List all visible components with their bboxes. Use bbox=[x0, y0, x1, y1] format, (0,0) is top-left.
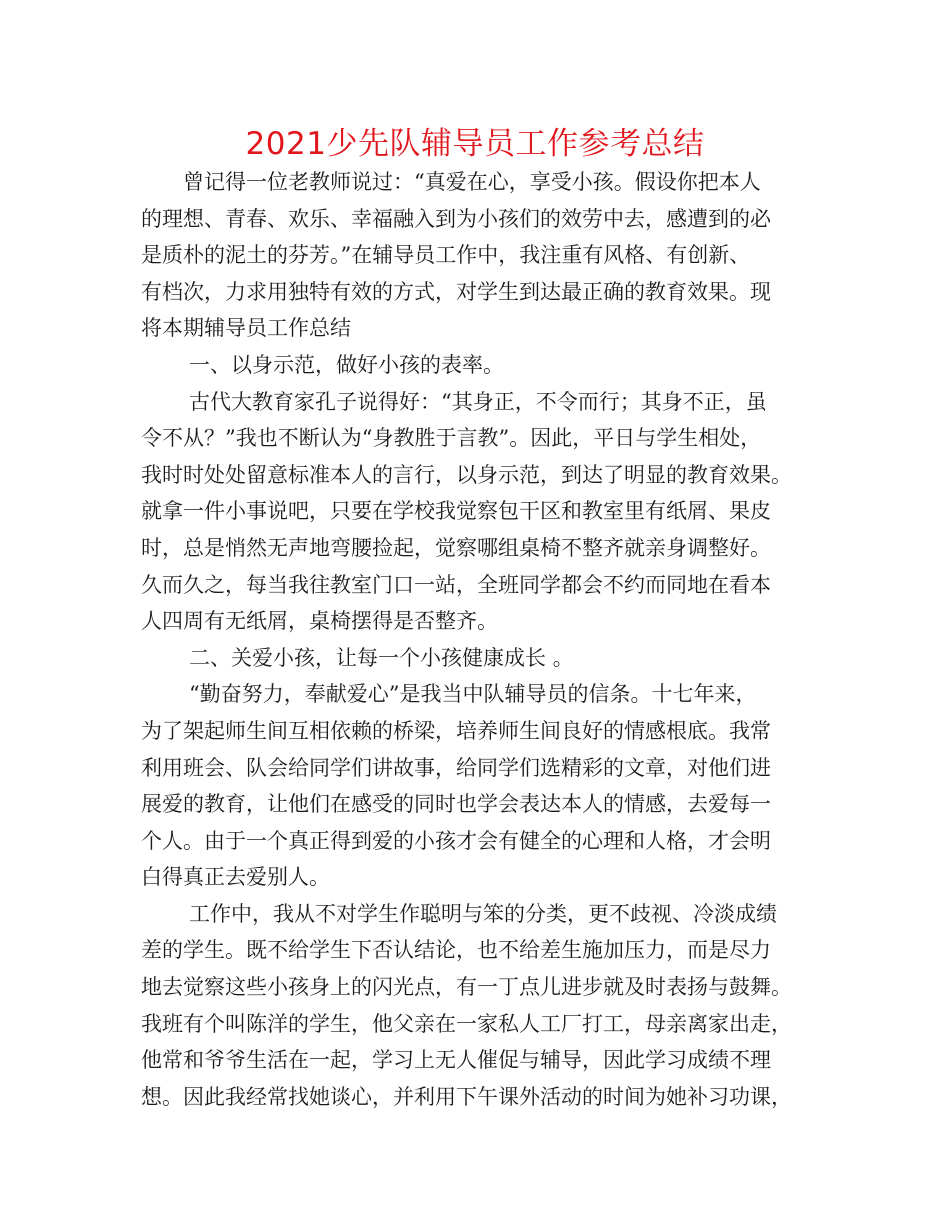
paragraph-line: 人四周有无纸屑，桌椅摆得是否整齐。 bbox=[141, 609, 498, 634]
paragraph-line: 他常和爷爷生活在一起，学习上无人催促与辅导，因此学习成绩不理 bbox=[141, 1048, 771, 1073]
section-heading: 二、关爱小孩，让每一个小孩健康成长 。 bbox=[189, 645, 574, 670]
paragraph-line: 地去觉察这些小孩身上的闪光点，有一丁点儿进步就及时表扬与鼓舞。 bbox=[141, 975, 792, 1000]
paragraph-line: 想。因此我经常找她谈心，并利用下午课外活动的时间为她补习功课， bbox=[141, 1084, 792, 1109]
paragraph-line: 令不从？”我也不断认为“身教胜于言教”。因此，平日与学生相处， bbox=[141, 426, 762, 451]
paragraph-line: 白得真正去爱别人。 bbox=[141, 865, 330, 890]
paragraph-line: 就拿一件小事说吧，只要在学校我觉察包干区和教室里有纸屑、果皮 bbox=[141, 499, 771, 524]
paragraph-line: 为了架起师生间互相依赖的桥梁，培养师生间良好的情感根底。我常 bbox=[141, 718, 771, 743]
document-body bbox=[141, 164, 821, 1115]
paragraph-line: 有档次，力求用独特有效的方式，对学生到达最正确的教育效果。现 bbox=[141, 279, 771, 304]
section-heading: 一、以身示范，做好小孩的表率。 bbox=[189, 352, 504, 377]
paragraph-line: 的理想、青春、欢乐、幸福融入到为小孩们的效劳中去，感遭到的必 bbox=[141, 206, 771, 231]
paragraph-line: 我班有个叫陈洋的学生，他父亲在一家私人工厂打工，母亲离家出走， bbox=[141, 1011, 792, 1036]
paragraph-line: “勤奋努力，奉献爱心”是我当中队辅导员的信条。十七年来， bbox=[189, 682, 757, 707]
paragraph-line: 久而久之，每当我往教室门口一站，全班同学都会不约而同地在看本 bbox=[141, 572, 771, 597]
paragraph-line: 是质朴的泥土的芬芳。”在辅导员工作中，我注重有风格、有创新、 bbox=[141, 243, 751, 268]
paragraph-line: 展爱的教育，让他们在感受的同时也学会表达本人的情感，去爱每一 bbox=[141, 792, 771, 817]
paragraph-line: 工作中，我从不对学生作聪明与笨的分类，更不歧视、冷淡成绩 bbox=[189, 901, 777, 926]
paragraph-line: 时，总是悄然无声地弯腰捡起，觉察哪组桌椅不整齐就亲身调整好。 bbox=[141, 535, 771, 560]
paragraph-line: 我时时处处留意标准本人的言行，以身示范，到达了明显的教育效果。 bbox=[141, 462, 792, 487]
document-title: 2021少先队辅导员工作参考总结 bbox=[245, 126, 705, 162]
paragraph-line: 古代大教育家孔子说得好：“其身正，不令而行；其身不正，虽 bbox=[189, 389, 767, 414]
paragraph-line: 曾记得一位老教师说过：“真爱在心，享受小孩。假设你把本人 bbox=[183, 170, 761, 194]
paragraph-line: 利用班会、队会给同学们讲故事，给同学们选精彩的文章，对他们进 bbox=[141, 755, 771, 780]
paragraph-line: 差的学生。既不给学生下否认结论，也不给差生施加压力，而是尽力 bbox=[141, 938, 771, 963]
paragraph-line: 将本期辅导员工作总结 bbox=[141, 316, 351, 341]
paragraph-line: 个人。由于一个真正得到爱的小孩才会有健全的心理和人格，才会明 bbox=[141, 828, 771, 853]
